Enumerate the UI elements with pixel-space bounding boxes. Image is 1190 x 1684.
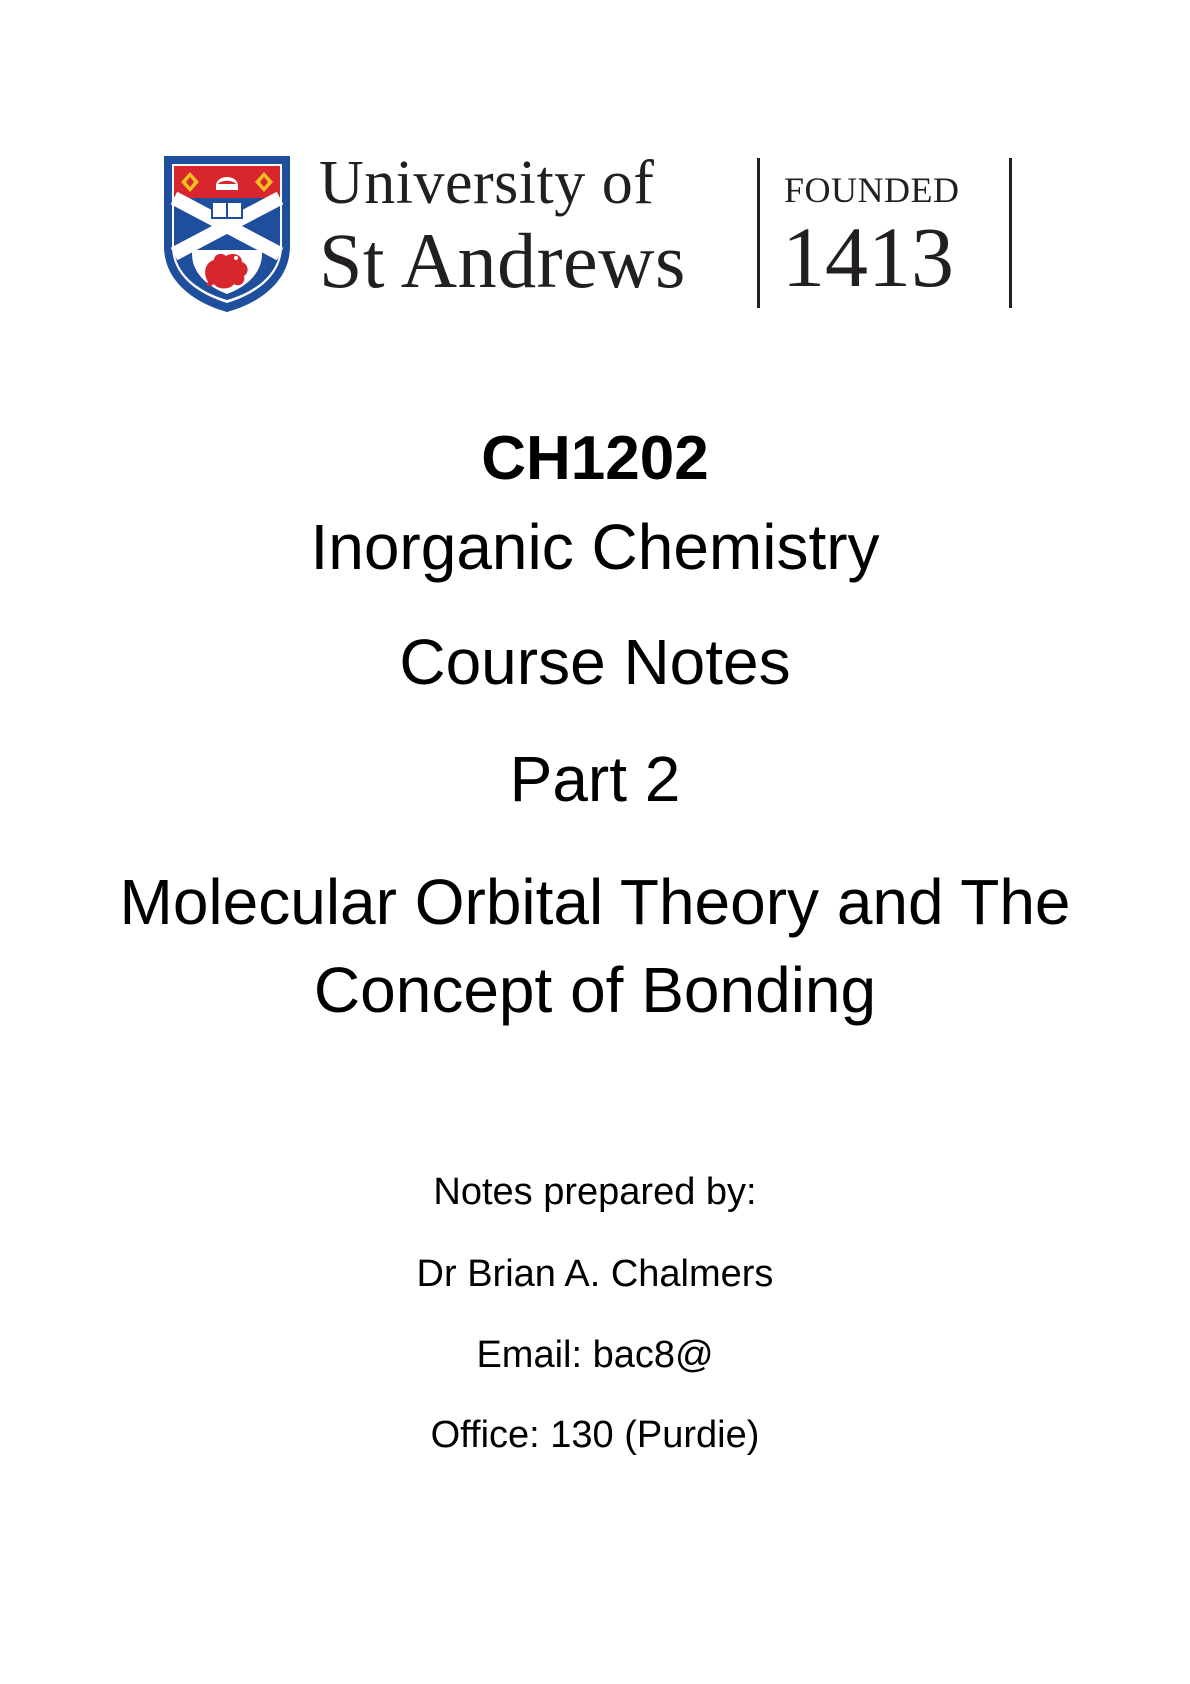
prepared-by-label: Notes prepared by: (433, 1171, 757, 1213)
topic-title-line-2: Concept of Bonding (313, 954, 877, 1026)
founded-year: 1413 (782, 209, 954, 305)
author-office: Office: 130 (Purdie) (430, 1414, 760, 1456)
course-title: Inorganic Chemistry (310, 511, 880, 583)
topic-title-line-1: Molecular Orbital Theory and The (119, 866, 1071, 938)
wordmark-line-1: University of (319, 149, 655, 217)
author-name: Dr Brian A. Chalmers (416, 1253, 774, 1295)
founded-label: FOUNDED (784, 170, 960, 210)
logo-divider-left (757, 158, 760, 308)
topic-title (0, 858, 1190, 1034)
university-logo (162, 149, 1022, 312)
course-code: CH1202 (481, 424, 709, 493)
part-heading: Part 2 (509, 743, 681, 815)
wordmark-line-2: St Andrews (319, 217, 686, 304)
logo-divider-right (1009, 158, 1012, 308)
university-crest-icon (162, 154, 292, 312)
course-notes-heading: Course Notes (399, 626, 791, 698)
author-email: Email: bac8@ (476, 1334, 714, 1376)
